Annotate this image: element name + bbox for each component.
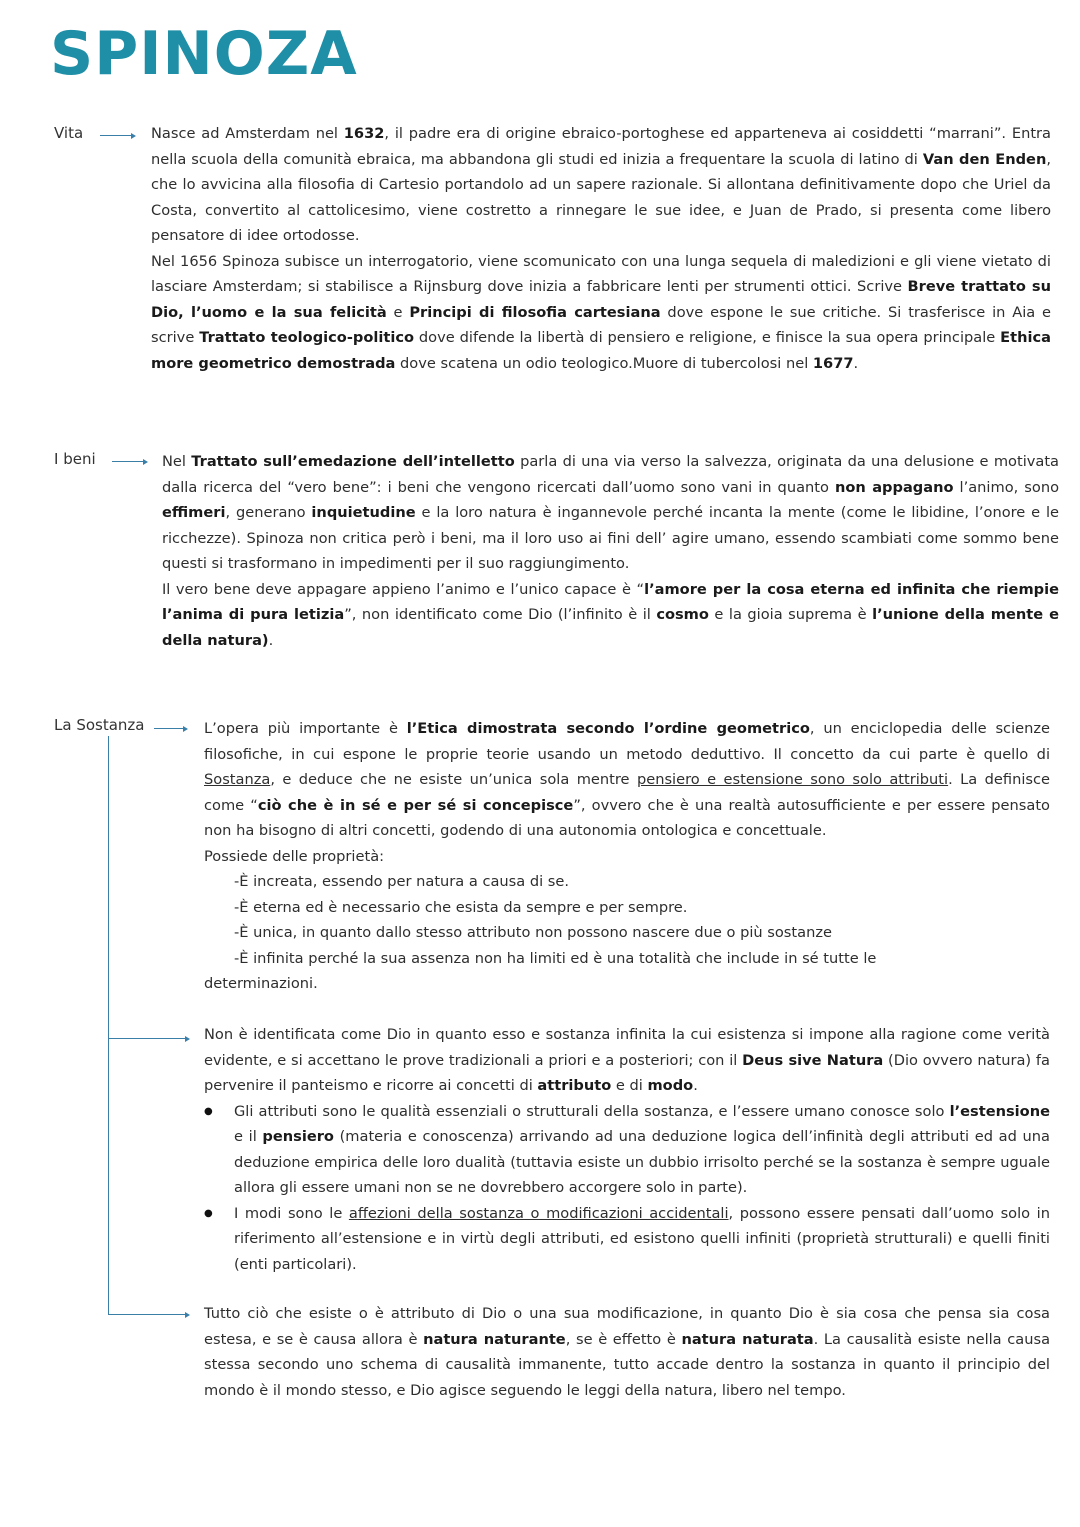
properties-tail: determinazioni.	[204, 975, 318, 992]
beni-paragraph-1: Nel Trattato sull’emedazione dell’intelletto parla di una via verso la salvezza, originata da una delusione e motivata dalla ricerca del “vero bene”: i beni che vengono ricercati dall’uomo sono vani in quanto non appagano l’animo, sono effimeri, generano inquietudine e la loro natura è ingannevole perché incanta la mente (come le libidine, l’onore e le ricchezze). Spinoza non critica però i beni, ma il loro uso ai fini dell’ agire umano, essendo scambiati come sommo bene questi si trasformano in impedimenti per il suo raggiungimento.	[162, 453, 1059, 572]
list-item: ● Gli attributi sono le qualità essenziali o strutturali della sostanza, e l’essere umano conosce solo l’estensione e il pensiero (materia e conoscenza) arrivando ad una deduzione logica dell’infinità degli attributi ed ad una deduzione empirica delle loro dualità (tuttavia esiste un dubbio irrisolto perché se la sostanza è sempre uguale allora gli essere umani non se ne dovrebbero accorgere solo in parte).	[234, 1099, 1050, 1201]
arrow-icon	[178, 1314, 188, 1315]
sostanza-paragraph-3: Tutto ciò che esiste o è attributo di Dio o una sua modificazione, in quanto Dio è sia cosa che pensa sia cosa estesa, e se è causa allora è natura naturante, se è effetto è natura naturata. La causalità esiste nella causa stessa secondo uno schema di causalità immanente, tutto accade dentro la sostanza in quanto il principio del mondo è il mondo stesso, e Dio agisce seguendo le leggi della natura, libero nel tempo.	[204, 1305, 1051, 1399]
section-sostanza-causa	[204, 1301, 1050, 1403]
arrow-icon	[154, 728, 186, 729]
section-sostanza-body	[204, 716, 1050, 997]
sostanza-paragraph-1: L’opera più importante è l’Etica dimostrata secondo l’ordine geometrico, un enciclopedia delle scienze filosofiche, in cui espone le proprie teorie usando un metodo deduttivo. Il concetto da cui parte è quello di Sostanza, e deduce che ne esiste un’unica sola mentre pensiero e estensione sono solo attributi. La definisce come “ciò che è in sé e per sé si concepisce”, ovvero che è una realtà autosufficiente e per essere pensato non ha bisogno di altri concetti, godendo di una autonomia ontologica e concettuale.	[204, 720, 1050, 839]
vita-paragraph-2: Nel 1656 Spinoza subisce un interrogatorio, viene scomunicato con una lunga sequela di maledizioni e gli viene vietato di lasciare Amsterdam; si stabilisce a Rijnsburg dove inizia a fabbricare lenti per strumenti ottici. Scrive Breve trattato su Dio, l’uomo e la sua felicità e Principi di filosofia cartesiana dove espone le sue critiche. Si trasferisce in Aia e scrive Trattato teologico-politico dove difende la libertà di pensiero e religione, e finisce la sua opera principale Ethica more geometrico demostrada dove scatena un odio teologico.Muore di tubercolosi nel 1677.	[151, 252, 1052, 372]
list-item: -È eterna ed è necessario che esista da sempre e per sempre.	[234, 898, 688, 916]
tree-branch-line	[108, 1314, 178, 1315]
section-label-sostanza: La Sostanza	[54, 716, 145, 734]
list-item: -È infinita perché la sua assenza non ha limiti ed è una totalità che include in sé tutte le	[234, 949, 877, 967]
arrow-icon	[100, 135, 134, 136]
vita-paragraph-1: Nasce ad Amsterdam nel 1632, il padre era di origine ebraico-portoghese ed apparteneva ai cosiddetti “marrani”. Entra nella scuola della comunità ebraica, ma abbandona gli studi ed inizia a frequentare la scuola di latino di Van den Enden, che lo avvicina alla filosofia di Cartesio portandolo ad un sapere razionale. Si allontana definitivamente dopo che Uriel da Costa, convertito al cattolicesimo, viene costretto a rinnegare le sue idee, e Juan de Prado, si presenta come libero pensatore di idee ortodosse.	[151, 125, 1051, 244]
properties-list	[204, 869, 1050, 971]
bullet-list	[204, 1099, 1050, 1278]
tree-branch-line	[108, 1038, 178, 1039]
arrow-icon	[112, 461, 146, 462]
section-label-beni: I beni	[54, 450, 96, 468]
beni-paragraph-2: Il vero bene deve appagare appieno l’animo e l’unico capace è “l’amore per la cosa eterna ed infinita che riempie l’anima di pura letizia”, non identificato come Dio (l’infinito è il cosmo e la gioia suprema è l’unione della mente e della natura).	[162, 580, 1060, 649]
section-label-vita: Vita	[54, 124, 84, 142]
section-sostanza-dio	[204, 1022, 1050, 1277]
tree-connector-line	[108, 736, 109, 1314]
list-item: -È unica, in quanto dallo stesso attributo non possono nascere due o più sostanze	[234, 924, 832, 941]
arrow-icon	[178, 1038, 188, 1039]
list-item: ● I modi sono le affezioni della sostanza o modificazioni accidentali, possono essere pensati dall’uomo solo in riferimento all’estensione e in virtù degli attributi, ed esistono quelli infiniti (proprietà strutturali) e quelli finiti (enti particolari).	[234, 1201, 1050, 1278]
properties-intro: Possiede delle proprietà:	[204, 847, 385, 865]
page-title: SPINOZA	[50, 19, 358, 89]
sostanza-paragraph-2: Non è identificata come Dio in quanto esso e sostanza infinita la cui esistenza si impone alla ragione come verità evidente, e si accettano le prove tradizionali a priori e a posteriori; con il Deus sive Natura (Dio ovvero natura) fa pervenire il panteismo e ricorre ai concetti di attributo e di modo.	[204, 1026, 1050, 1094]
section-vita-body	[151, 121, 1051, 376]
section-beni-body	[162, 449, 1059, 653]
list-item: -È increata, essendo per natura a causa di se.	[234, 873, 570, 890]
